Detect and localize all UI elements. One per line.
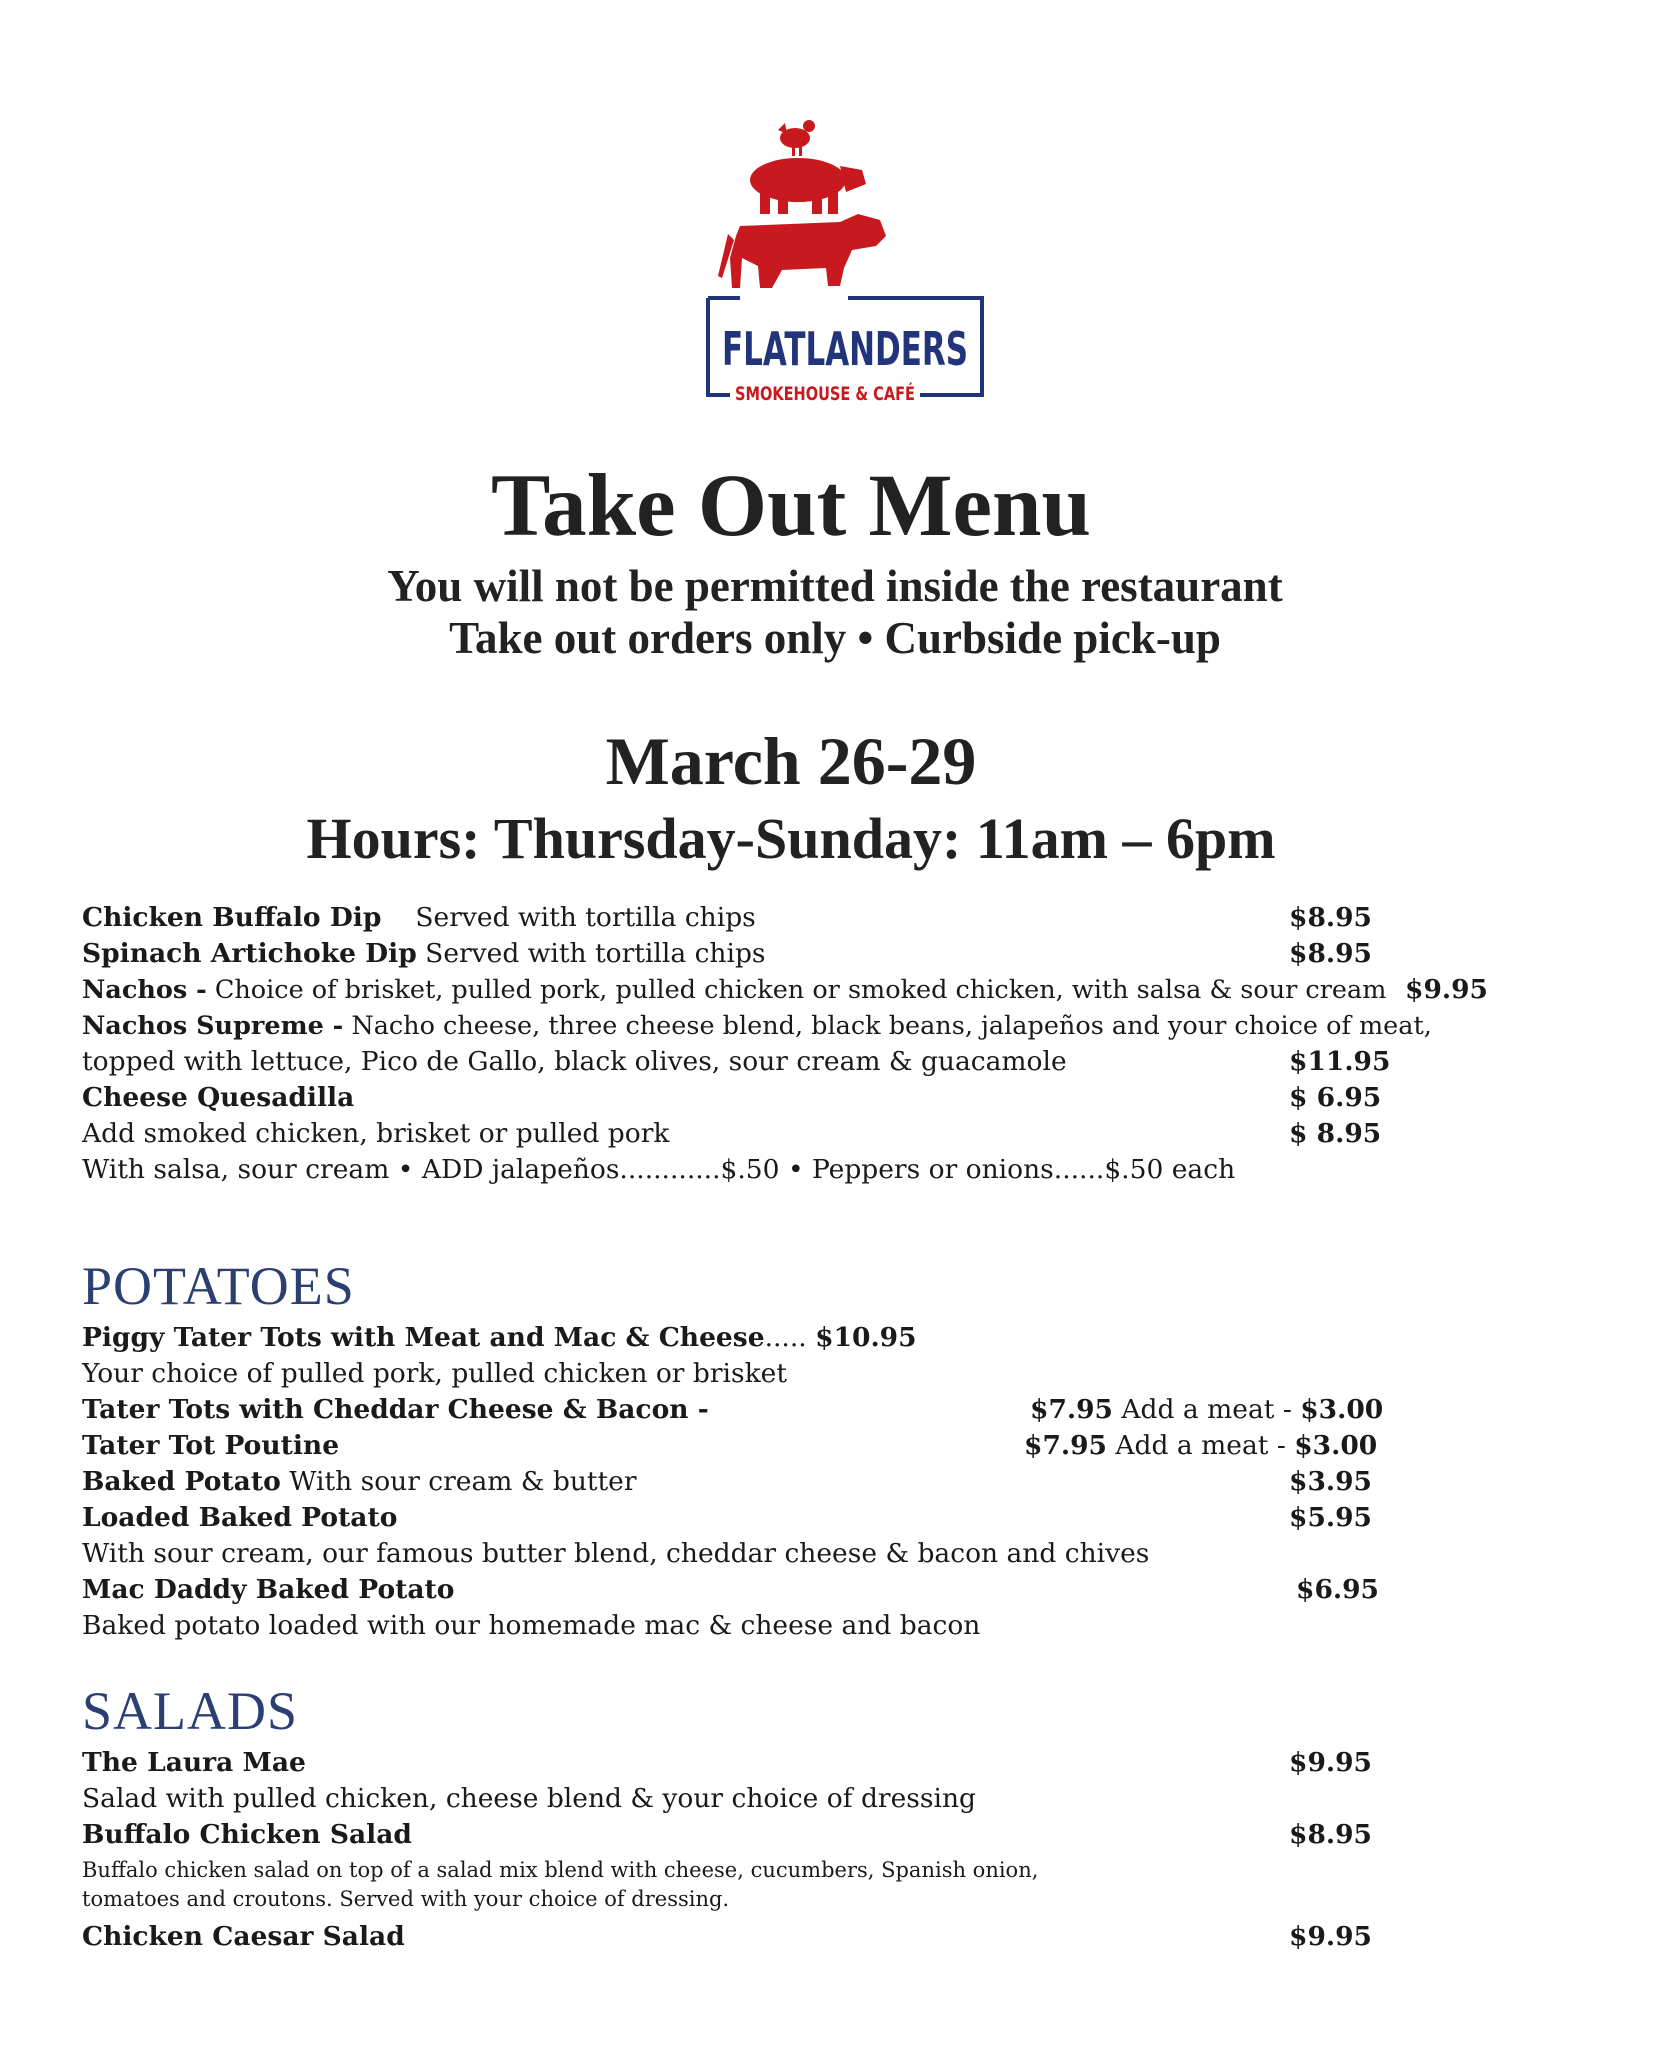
item-name-mac-daddy: Mac Daddy Baked Potato	[82, 1574, 455, 1605]
item-name: Nachos Supreme -	[82, 1011, 344, 1041]
item-name-laura-mae: The Laura Mae	[82, 1747, 306, 1778]
item-desc-continued: tomatoes and croutons. Served with your choice of dressing.	[82, 1887, 730, 1911]
addon-price: $3.00	[1300, 1394, 1384, 1425]
item-price: $9.95	[1405, 974, 1488, 1005]
item-desc: Your choice of pulled pork, pulled chicken or brisket	[82, 1358, 787, 1389]
item-name: Baked Potato	[82, 1466, 281, 1497]
item-price: $6.95	[1296, 1574, 1379, 1605]
item-name-quesadilla: Cheese Quesadilla	[82, 1082, 355, 1113]
item-desc: With sour cream, our famous butter blend, cheddar cheese & bacon and chives	[82, 1538, 1150, 1569]
item-name: Nachos -	[82, 975, 207, 1005]
item-addon: Add smoked chicken, brisket or pulled pork	[82, 1118, 670, 1149]
menu-item-buffalo-dip	[82, 900, 756, 936]
item-name-caesar: Chicken Caesar Salad	[82, 1921, 405, 1952]
item-price: $10.95	[815, 1322, 917, 1353]
item-price-addon	[1024, 1428, 1377, 1464]
date-range: March 26-29	[605, 723, 977, 799]
item-desc: Served with tortilla chips	[425, 938, 766, 969]
menu-item-baked-potato	[82, 1464, 637, 1500]
item-desc: Nacho cheese, three cheese blend, black beans, jalapeños and your choice of meat,	[351, 1011, 1432, 1041]
addon-price: $3.00	[1294, 1430, 1378, 1461]
item-extras: With salsa, sour cream • ADD jalapeños............$.50 • Peppers or onions......$.50 each	[82, 1154, 1236, 1185]
chicken-icon	[778, 120, 815, 156]
notice-line-2: Take out orders only • Curbside pick-up	[449, 613, 1221, 663]
flatlanders-logo	[590, 118, 1000, 403]
section-heading-potatoes: POTATOES	[82, 1256, 355, 1316]
item-name: Piggy Tater Tots with Meat and Mac & Cheese	[82, 1322, 765, 1353]
item-price: $7.95	[1030, 1394, 1113, 1425]
item-price: $8.95	[1289, 1819, 1372, 1850]
page-title: Take Out Menu	[490, 457, 1092, 555]
item-desc: Choice of brisket, pulled pork, pulled chicken or smoked chicken, with salsa & sour cream	[214, 975, 1387, 1005]
item-price: $5.95	[1289, 1502, 1372, 1533]
item-desc: Baked potato loaded with our homemade mac & cheese and bacon	[82, 1610, 981, 1641]
logo-brand-text: FLATLANDERS	[722, 322, 968, 376]
item-name: Chicken Buffalo Dip	[82, 902, 382, 933]
item-desc-continued: topped with lettuce, Pico de Gallo, black olives, sour cream & guacamole	[82, 1046, 1067, 1077]
logo-tagline-text: SMOKEHOUSE & CAFÉ	[735, 383, 970, 405]
item-dots: .....	[764, 1322, 807, 1353]
item-price: $3.95	[1289, 1466, 1372, 1497]
notice-line-1: You will not be permitted inside the restaurant	[387, 561, 1283, 611]
section-heading-salads: SALADS	[82, 1681, 299, 1741]
hours-text: Hours: Thursday-Sunday: 11am – 6pm	[306, 806, 1276, 871]
pig-icon	[750, 158, 866, 214]
item-price: $9.95	[1289, 1747, 1372, 1778]
item-price-addon	[1030, 1392, 1383, 1428]
menu-item-nachos-supreme	[82, 1008, 1432, 1044]
item-name-buffalo-salad: Buffalo Chicken Salad	[82, 1819, 412, 1850]
item-desc: Salad with pulled chicken, cheese blend & your choice of dressing	[82, 1783, 976, 1814]
item-price: $8.95	[1289, 938, 1372, 969]
addon-label: Add a meat -	[1121, 1394, 1292, 1425]
item-price: $ 6.95	[1289, 1082, 1382, 1113]
addon-label: Add a meat -	[1115, 1430, 1286, 1461]
item-price: $7.95	[1024, 1430, 1107, 1461]
item-price: $8.95	[1289, 902, 1372, 933]
item-name-loaded: Loaded Baked Potato	[82, 1502, 398, 1533]
item-name-poutine: Tater Tot Poutine	[82, 1430, 340, 1461]
item-desc: Served with tortilla chips	[415, 902, 756, 933]
item-price: $9.95	[1289, 1921, 1372, 1952]
item-name: Spinach Artichoke Dip	[82, 938, 417, 969]
menu-item-spinach-dip	[82, 936, 766, 972]
menu-item-piggy-tots	[82, 1320, 917, 1356]
item-desc: With sour cream & butter	[289, 1466, 637, 1497]
item-price: $11.95	[1289, 1046, 1391, 1077]
item-name-tots-cheddar: Tater Tots with Cheddar Cheese & Bacon -	[82, 1394, 709, 1425]
menu-item-nachos	[82, 972, 1386, 1008]
cow-icon	[718, 214, 886, 288]
item-price: $ 8.95	[1289, 1118, 1382, 1149]
item-desc: Buffalo chicken salad on top of a salad mix blend with cheese, cucumbers, Spanish onion,	[82, 1858, 1039, 1882]
